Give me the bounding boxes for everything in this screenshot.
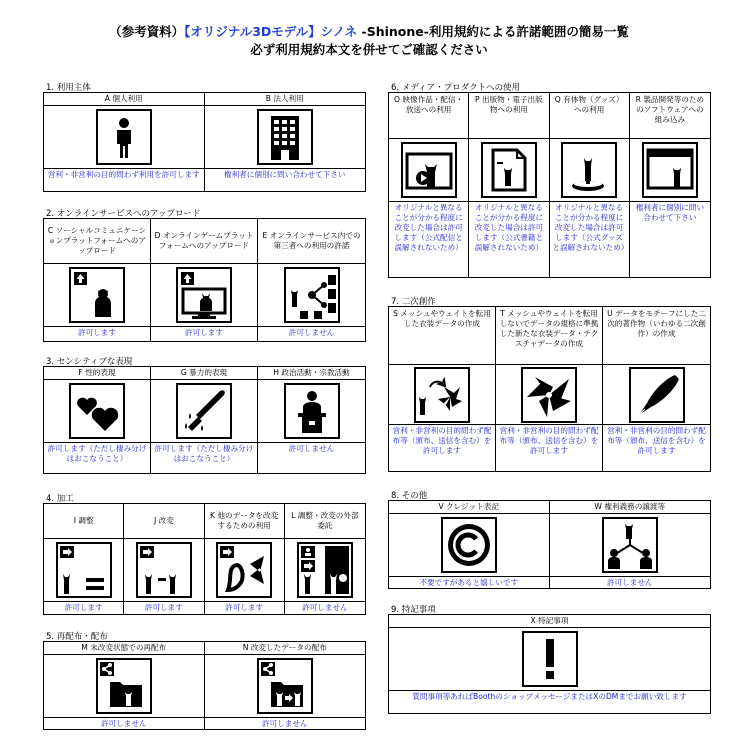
item-B: [205, 93, 366, 191]
item-B-header: B 法人利用: [205, 93, 366, 106]
section-3-table: [43, 366, 366, 474]
item-W: [550, 501, 711, 589]
item-D-note: 許可します: [185, 328, 223, 337]
item-T-header: T メッシュやウェイトを転用しないでデータの規格に準拠した新たな衣装データ・テクスチャデータの作成: [496, 307, 602, 365]
item-L-header: L 調整・改変の外部委託: [285, 504, 365, 539]
section-5-table: [43, 641, 366, 730]
item-M-header: M 未改変状態での再配布: [44, 642, 204, 655]
item-J-header: J 改変: [124, 504, 203, 539]
item-A-header: A 個人利用: [44, 93, 204, 106]
item-W-header: W 権利義務の譲渡等: [550, 501, 711, 514]
item-O-header: O 映像作品・配信・放送への利用: [389, 93, 468, 139]
section-4-table: [43, 503, 366, 615]
bloody-knife-icon: [151, 380, 257, 443]
item-L-note: 許可しません: [302, 603, 348, 612]
copyright-icon: [389, 514, 549, 577]
adjust-icon: [44, 539, 123, 602]
exclamation-icon: [389, 628, 710, 691]
transfer-rights-icon: [550, 514, 711, 577]
item-J-note: 許可します: [144, 603, 183, 612]
modify-icon: [124, 539, 203, 602]
new-cloth-icon: [496, 365, 602, 425]
section-6-label: 6. メディア・プロダクトへの使用: [391, 83, 521, 93]
section-9-label: 9. 特記事項: [391, 605, 436, 615]
section-1-label: 1. 利用主体: [46, 83, 91, 93]
monitor-avatar-icon: [151, 264, 257, 327]
item-R-header: R 製品開発等のためのソフトウェアへの組み込み: [630, 93, 710, 139]
section-4-label: 4. 加工: [46, 494, 74, 504]
section-9-table: [388, 614, 711, 714]
section-2-table: [43, 218, 366, 342]
person-icon: [44, 106, 204, 169]
item-V-note: 不要ですがあると嬉しいです: [419, 578, 519, 587]
title-model-name: 【オリジナル3Dモデル】シノネ: [184, 24, 358, 39]
section-7-label: 7. 二次創作: [391, 297, 436, 307]
item-K-header: K 他のデータを改変するための利用: [205, 504, 284, 539]
item-D: [151, 219, 258, 341]
item-P-header: P 出版物・電子出版物への利用: [469, 93, 548, 139]
item-S-note: 営利・非営利の目的問わず配布等（頒布、送信を含む）を許可します: [392, 426, 492, 455]
item-R: [630, 93, 710, 277]
title-prefix: （参考資料）: [109, 24, 185, 39]
item-I-note: 許可します: [64, 603, 103, 612]
item-E-note: 許可しません: [288, 328, 335, 337]
title-suffix: -Shinone-利用規約による許諾範囲の簡易一覧: [357, 24, 629, 39]
outsource-icon: [285, 539, 365, 602]
section-8-table: [388, 500, 711, 589]
item-O: [389, 93, 469, 277]
item-G: [151, 367, 258, 473]
item-H: [258, 367, 365, 473]
section-1-table: [43, 92, 366, 192]
item-X-header: X 特記事項: [389, 615, 710, 628]
figure-avatar-icon: [550, 139, 629, 202]
window-avatar-icon: [630, 139, 710, 202]
item-F: [44, 367, 151, 473]
item-I: [44, 504, 124, 614]
item-U-note: 営利・非営利の目的問わず配布等（頒布、送信を含む）を許可します: [607, 426, 706, 455]
mesh-transfer-icon: [389, 365, 495, 425]
page-subtitle: 必ず利用規約本文を併せてご確認ください: [250, 42, 488, 57]
item-H-note: 許可しません: [288, 444, 335, 453]
item-K-note: 許可します: [225, 603, 264, 612]
item-R-note: 権利者に個別に問い合わせて下さい: [635, 203, 705, 222]
item-P-note: オリジナルと異なることが分かる程度に改変した場合は許可します（公式書籍と誤解されないため）: [474, 203, 544, 252]
item-F-header: F 性的表現: [44, 367, 150, 380]
item-H-header: H 政治活動・宗教活動: [258, 367, 365, 380]
item-W-note: 許可しません: [606, 578, 653, 587]
podium-speaker-icon: [258, 380, 365, 443]
item-U-header: U データをモチーフにした二次的著作物（いわゆる二次創作）の作成: [603, 307, 710, 365]
section-3-label: 3. センシティブな表現: [46, 357, 133, 367]
item-N: [205, 642, 366, 730]
upload-avatar-icon: [44, 264, 150, 327]
item-G-header: G 暴力的表現: [151, 367, 257, 380]
item-S-header: S メッシュやウェイトを転用した衣装データの作成: [389, 307, 495, 365]
item-T: [496, 307, 603, 471]
item-B-note: 権利者に個別に問い合わせて下さい: [224, 170, 346, 179]
item-Q-header: Q 有体物（グッズ）への利用: [550, 93, 629, 139]
item-X: [389, 615, 710, 713]
item-E: [258, 219, 365, 341]
item-C-header: C ソーシャルコミュニケーションプラットフォームへのアップロード: [44, 219, 150, 264]
section-7-table: [388, 306, 711, 472]
hearts-icon: [44, 380, 150, 443]
item-O-note: オリジナルと異なることが分かる程度に改変した場合は許可します（公式配信と誤解されないため）: [394, 203, 463, 252]
page-title: [0, 22, 738, 40]
item-C-note: 許可します: [78, 328, 116, 337]
item-X-note: 質問事項等あればBoothのショップメッセージまたはXのDMまでお願い致します: [412, 692, 687, 701]
section-5-label: 5. 再配布・配布: [46, 632, 108, 642]
share-folder-icon: [44, 655, 204, 718]
pen-icon: [603, 365, 710, 425]
section-8-label: 8. その他: [391, 491, 428, 501]
video-avatar-icon: [389, 139, 468, 202]
office-building-icon: [205, 106, 366, 169]
item-D-header: D オンラインゲームプラットフォームへのアップロード: [151, 219, 257, 264]
book-avatar-icon: [469, 139, 548, 202]
item-A-note: 営利・非営利の目的問わず利用を許可します: [47, 170, 200, 179]
item-I-header: I 調整: [44, 504, 123, 539]
item-U: [603, 307, 710, 471]
item-V: [389, 501, 550, 589]
section-2-label: 2. オンラインサービスへのアップロード: [46, 209, 201, 219]
section-6-table: [388, 92, 711, 278]
item-M-note: 許可しません: [100, 719, 147, 728]
item-T-note: 営利・非営利の目的問わず配布等（頒布、送信を含む）を許可します: [499, 426, 599, 455]
item-V-header: V クレジット表記: [389, 501, 549, 514]
item-N-header: N 改変したデータの配布: [205, 642, 366, 655]
item-K: [205, 504, 285, 614]
item-E-header: E オンラインサービス内での第三者への利用の許諾: [258, 219, 365, 264]
item-C: [44, 219, 151, 341]
item-J: [124, 504, 204, 614]
share-users-icon: [258, 264, 365, 327]
item-G-note: 許可します（ただし棲み分けはおこなうこと）: [154, 444, 254, 463]
item-Q-note: オリジナルと異なることが分かる程度に改変した場合は許可します（公式グッズと誤解されないため）: [552, 203, 629, 252]
item-P: [469, 93, 549, 277]
item-L: [285, 504, 365, 614]
item-Q: [550, 93, 630, 277]
item-A: [44, 93, 205, 191]
modified-share-icon: [205, 655, 366, 718]
other-data-icon: [205, 539, 284, 602]
item-N-note: 許可しません: [261, 719, 308, 728]
item-M: [44, 642, 205, 730]
item-S: [389, 307, 496, 471]
item-F-note: 許可します（ただし棲み分けはおこなうこと）: [47, 444, 147, 463]
